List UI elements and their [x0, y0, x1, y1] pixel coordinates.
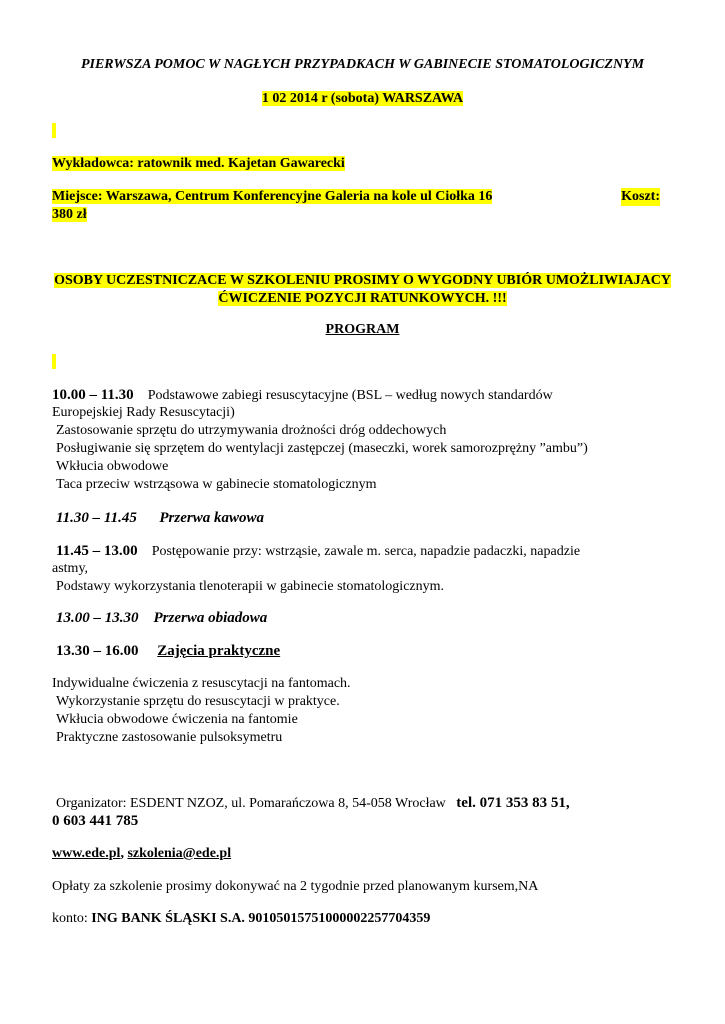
list-item: Posługiwanie się sprzętem do wentylacji zastępczej (maseczki, worek samorozprężny ”ambu”) — [56, 441, 588, 456]
bank-account-line — [52, 910, 430, 928]
place-text: Miejsce: Warszawa, Centrum Konferencyjne Galeria na kole ul Ciołka 16 — [52, 189, 493, 204]
block-description-cont: astmy, — [52, 561, 89, 576]
konto-label: konto: — [52, 911, 92, 926]
notice-line-2: ĆWICZENIE POZYCJI RATUNKOWYCH. !!! — [218, 291, 507, 306]
list-item: Praktyczne zastosowanie pulsoksymetru — [56, 730, 283, 745]
list-item: Zastosowanie sprzętu do utrzymywania drożności dróg oddechowych — [56, 423, 447, 438]
time-slot: 10.00 – 11.30 — [52, 387, 134, 403]
cost-value: 380 zł — [52, 207, 87, 222]
highlight-marker — [52, 354, 56, 369]
break-label: Przerwa obiadowa — [153, 610, 268, 626]
program-heading: PROGRAM — [325, 322, 400, 337]
break-lunch — [56, 609, 267, 627]
date-line — [0, 90, 725, 108]
block-description-cont: Europejskiej Rady Resuscytacji) — [52, 405, 235, 420]
email-link[interactable]: szkolenia@ede.pl — [127, 846, 232, 861]
list-item: Taca przeciw wstrząsowa w gabinecie stomatologicznym — [56, 477, 377, 492]
document-title: PIERWSZA POMOC W NAGŁYCH PRZYPADKACH W GABINECIE STOMATOLOGICZNYM — [80, 57, 645, 72]
cost-label: Koszt: — [621, 189, 660, 204]
lecturer-text: Wykładowca: ratownik med. Kajetan Gawarecki — [52, 156, 345, 171]
block-description: Postępowanie przy: wstrząsie, zawale m. serca, napadzie padaczki, napadzie — [151, 544, 581, 559]
time-slot: 13.00 – 13.30 — [56, 610, 139, 626]
program-block-2 — [56, 542, 580, 561]
payment-note: Opłaty za szkolenie prosimy dokonywać na 2 tygodnie przed planowanym kursem,NA — [52, 879, 539, 894]
cost-line — [52, 206, 87, 224]
place-line — [52, 188, 660, 206]
block-label: Zajęcia praktyczne — [157, 643, 281, 659]
highlight-marker — [52, 123, 56, 138]
break-coffee — [56, 509, 264, 527]
block-description: Podstawowe zabiegi resuscytacyjne (BSL – według nowych standardów — [147, 388, 553, 403]
bank-account-number: ING BANK ŚLĄSKI S.A. 90105015751000002257704359 — [91, 911, 431, 926]
time-slot: 13.30 – 16.00 — [56, 643, 139, 659]
time-slot: 11.45 – 13.00 — [56, 543, 138, 559]
lecturer-line — [52, 155, 345, 173]
phone-number-2: 0 603 441 785 — [52, 813, 139, 829]
contact-links — [52, 845, 231, 863]
list-item: Podstawy wykorzystania tlenoterapii w gabinecie stomatologicznym. — [56, 579, 445, 594]
notice-line-1: OSOBY UCZESTNICZACE W SZKOLENIU PROSIMY O WYGODNY UBIÓR UMOŻLIWIAJACY — [54, 273, 671, 288]
link-separator: , — [120, 846, 128, 861]
program-block-1 — [52, 386, 553, 405]
time-slot: 11.30 – 11.45 — [56, 510, 137, 526]
program-block-3 — [56, 642, 280, 660]
list-item: Wykorzystanie sprzętu do resuscytacji w praktyce. — [56, 694, 340, 709]
website-link[interactable]: www.ede.pl — [52, 846, 121, 861]
list-item: Wkłucia obwodowe ćwiczenia na fantomie — [56, 712, 298, 727]
list-item: Wkłucia obwodowe — [56, 459, 169, 474]
block-description: Indywidualne ćwiczenia z resuscytacji na fantomach. — [52, 676, 351, 691]
organizer-text: Organizator: ESDENT NZOZ, ul. Pomarańczowa 8, 54-058 Wrocław — [56, 796, 446, 811]
date-text: 1 02 2014 r (sobota) WARSZAWA — [261, 91, 464, 106]
break-label: Przerwa kawowa — [159, 510, 264, 526]
organizer-line — [56, 794, 570, 813]
phone-number: tel. 071 353 83 51, — [456, 795, 570, 811]
